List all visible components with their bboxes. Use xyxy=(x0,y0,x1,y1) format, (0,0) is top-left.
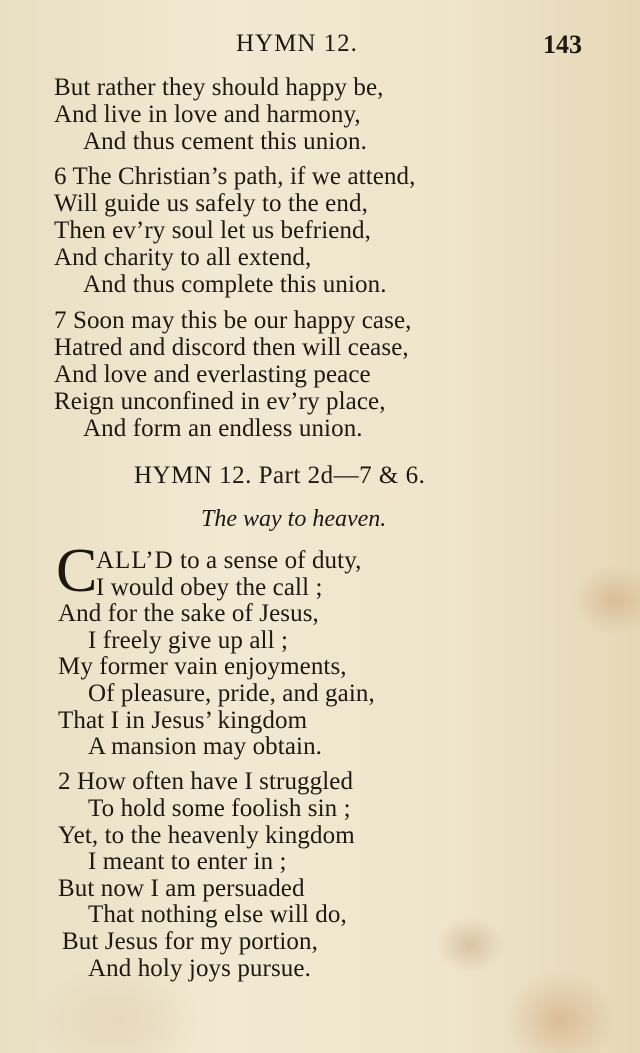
verse-line: And holy joys pursue. xyxy=(88,955,311,982)
first-line-rest: to a sense of duty, xyxy=(173,547,362,574)
verse-line: My former vain enjoyments, xyxy=(58,653,347,680)
verse-line: I freely give up all ; xyxy=(88,627,289,654)
verse-line: 6 The Christian’s path, if we attend, xyxy=(54,163,416,190)
verse-line: And charity to all extend, xyxy=(54,244,312,271)
verse-line: And live in love and harmony, xyxy=(54,101,361,128)
verse-line: And love and everlasting peace xyxy=(54,361,371,388)
verse-line: And thus complete this union. xyxy=(83,271,387,298)
verse-line: I meant to enter in ; xyxy=(88,848,287,875)
verse-line: But Jesus for my portion, xyxy=(62,928,318,955)
verse-line: A mansion may obtain. xyxy=(88,733,323,760)
verse-line: That I in Jesus’ kingdom xyxy=(58,707,308,734)
verse-line: Will guide us safely to the end, xyxy=(54,190,368,217)
verse-line: Reign unconfined in ev’ry place, xyxy=(54,388,386,415)
page-number: 143 xyxy=(543,30,582,59)
verse-line: To hold some foolish sin ; xyxy=(88,795,351,822)
verse-line: Hatred and discord then will cease, xyxy=(54,334,409,361)
verse-line: That nothing else will do, xyxy=(88,901,347,928)
hymn-title: HYMN 12. Part 2d—7 & 6. xyxy=(134,462,426,489)
verse-line: Of pleasure, pride, and gain, xyxy=(88,680,375,707)
first-word: ALL’D xyxy=(96,547,174,574)
verse-line: I would obey the call ; xyxy=(96,574,323,601)
verse-line: Yet, to the heavenly kingdom xyxy=(58,822,355,849)
verse-line: 7 Soon may this be our happy case, xyxy=(54,307,412,334)
drop-cap: C xyxy=(56,537,98,605)
verse-line: Then ev’ry soul let us befriend, xyxy=(54,217,371,244)
running-header: HYMN 12. xyxy=(236,30,358,57)
verse-line: 2 How often have I struggled xyxy=(58,768,354,795)
hymn-subtitle: The way to heaven. xyxy=(201,506,387,532)
verse-line: And thus cement this union. xyxy=(83,128,367,155)
verse-line: And for the sake of Jesus, xyxy=(58,600,319,627)
verse-line: But rather they should happy be, xyxy=(54,74,384,101)
verse-line-first xyxy=(96,547,362,575)
verse-line: But now I am persuaded xyxy=(58,875,305,902)
verse-line: And form an endless union. xyxy=(83,415,363,442)
